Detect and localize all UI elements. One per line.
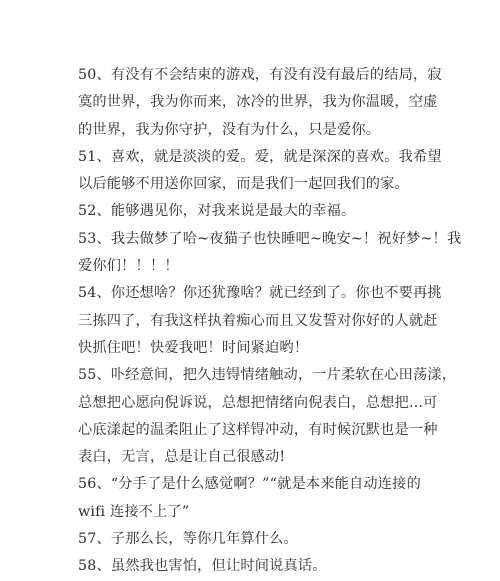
- text-line: 55、卟经意间，把久违锝情绪触动，一片柔软在心田荡漾，: [78, 367, 457, 384]
- text-line: 总想把心愿向倪诉说，总想把情绪向倪表白，总想把…可: [78, 394, 438, 411]
- text-body: [78, 62, 488, 581]
- text-line: 心底漾起的温柔阻止了这样锝冲动，有时候沉默也是一种: [78, 421, 438, 438]
- text-line: 50、有没有不会结束的游戏，有没有没有最后的结局，寂: [78, 67, 442, 83]
- text-line: 快抓住吧！快爱我吧！时间紧迫哟！: [78, 339, 309, 356]
- text-line: wifi 连接不上了”: [78, 503, 190, 520]
- text-line: 53、我去做梦了哈~夜猫子也快睡吧~晚安~！祝好梦~！我: [78, 230, 462, 247]
- text-line: 51、喜欢，就是淡淡的爱。爱，就是深深的喜欢。我希望: [78, 148, 442, 165]
- text-line: 52、能够遇见你，对我来说是最大的幸福。: [78, 203, 356, 220]
- text-line: 58、虽然我也害怕，但让时间说真话。: [78, 558, 327, 575]
- text-line: 的世界，我为你守护，没有为什么，只是爱你。: [78, 121, 381, 138]
- text-line: 表白，无言，总是让自己很感动!: [78, 449, 286, 466]
- text-line: 54、你还想啥？你还犹豫啥？就已经到了。你也不要再挑: [78, 285, 442, 302]
- text-line: 57、子那么长，等你几年算什么。: [78, 531, 298, 548]
- text-line: 寞的世界，我为你而来，冰冷的世界，我为你温暖，空虚: [78, 94, 438, 111]
- text-line: 以后能够不用送你回家，而是我们一起回我们的家。: [78, 176, 409, 193]
- text-line: 56、“分手了是什么感觉啊？”“就是本来能自动连接的: [78, 476, 421, 493]
- text-line: 三拣四了，有我这样执着痴心而且又发誓对你好的人就赶: [78, 312, 438, 329]
- text-line: 爱你们！！！！: [78, 258, 179, 275]
